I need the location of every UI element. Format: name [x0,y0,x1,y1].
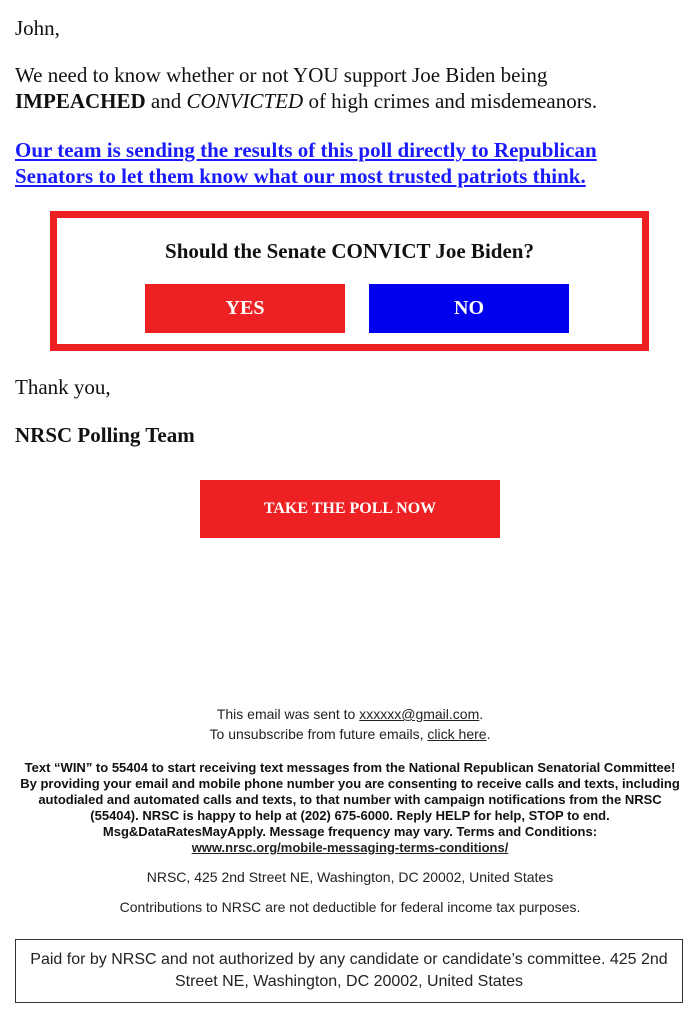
signature: NRSC Polling Team [15,423,195,447]
poll-results-link[interactable]: Our team is sending the results of this poll directly to Republican Senators to let them know what our most trusted patriots think. [15,138,597,188]
poll-question: Should the Senate CONVICT Joe Biden? [165,239,534,263]
paid-for-disclaimer: Paid for by NRSC and not authorized by any candidate or candidate’s committee. 425 2nd Street NE, Washington, DC 20002, United States [15,939,683,1003]
sms-legal-text [15,760,685,856]
intro-and: and [145,89,187,113]
intro-impeached: IMPEACHED [15,89,146,113]
terms-link[interactable]: www.nrsc.org/mobile-messaging-terms-conditions/ [191,840,509,855]
poll-box [50,211,649,351]
no-button[interactable]: NO [369,284,569,333]
unsubscribe-line [0,724,700,744]
intro-part1: We need to know whether or not YOU support Joe Biden being [15,63,548,87]
tax-note: Contributions to NRSC are not deductible for federal income tax purposes. [119,899,581,915]
yes-button[interactable]: YES [145,284,345,333]
greeting: John, [15,16,60,40]
sent-to-line [0,704,700,724]
recipient-email-link[interactable]: xxxxxx@gmail.com [359,706,480,722]
sent-suffix: . [479,706,484,722]
sent-prefix: This email was sent to [216,706,360,722]
take-poll-button[interactable]: TAKE THE POLL NOW [200,480,500,538]
unsubscribe-link[interactable]: click here [427,726,487,742]
intro-part2: of high crimes and misdemeanors. [303,89,598,113]
unsub-prefix: To unsubscribe from future emails, [209,726,428,742]
intro-paragraph [15,62,675,114]
intro-convicted: CONVICTED [186,89,304,113]
legal-body: Text “WIN” to 55404 to start receiving text messages from the National Republican Senatorial Committee! By providing your email and mobile phone number you are consenting to receive calls and texts, including autodialed and automated calls and texts, to that number with campaign notifications from the NRSC (55404). NRSC is happy to help at (202) 675-6000. Reply HELP for help, STOP to end. Msg&DataRatesMayApply. Message frequency may vary. Terms and Conditions: [20,760,680,839]
address-line: NRSC, 425 2nd Street NE, Washington, DC 20002, United States [146,869,554,885]
closing-thanks: Thank you, [15,375,111,399]
unsub-suffix: . [486,726,491,742]
